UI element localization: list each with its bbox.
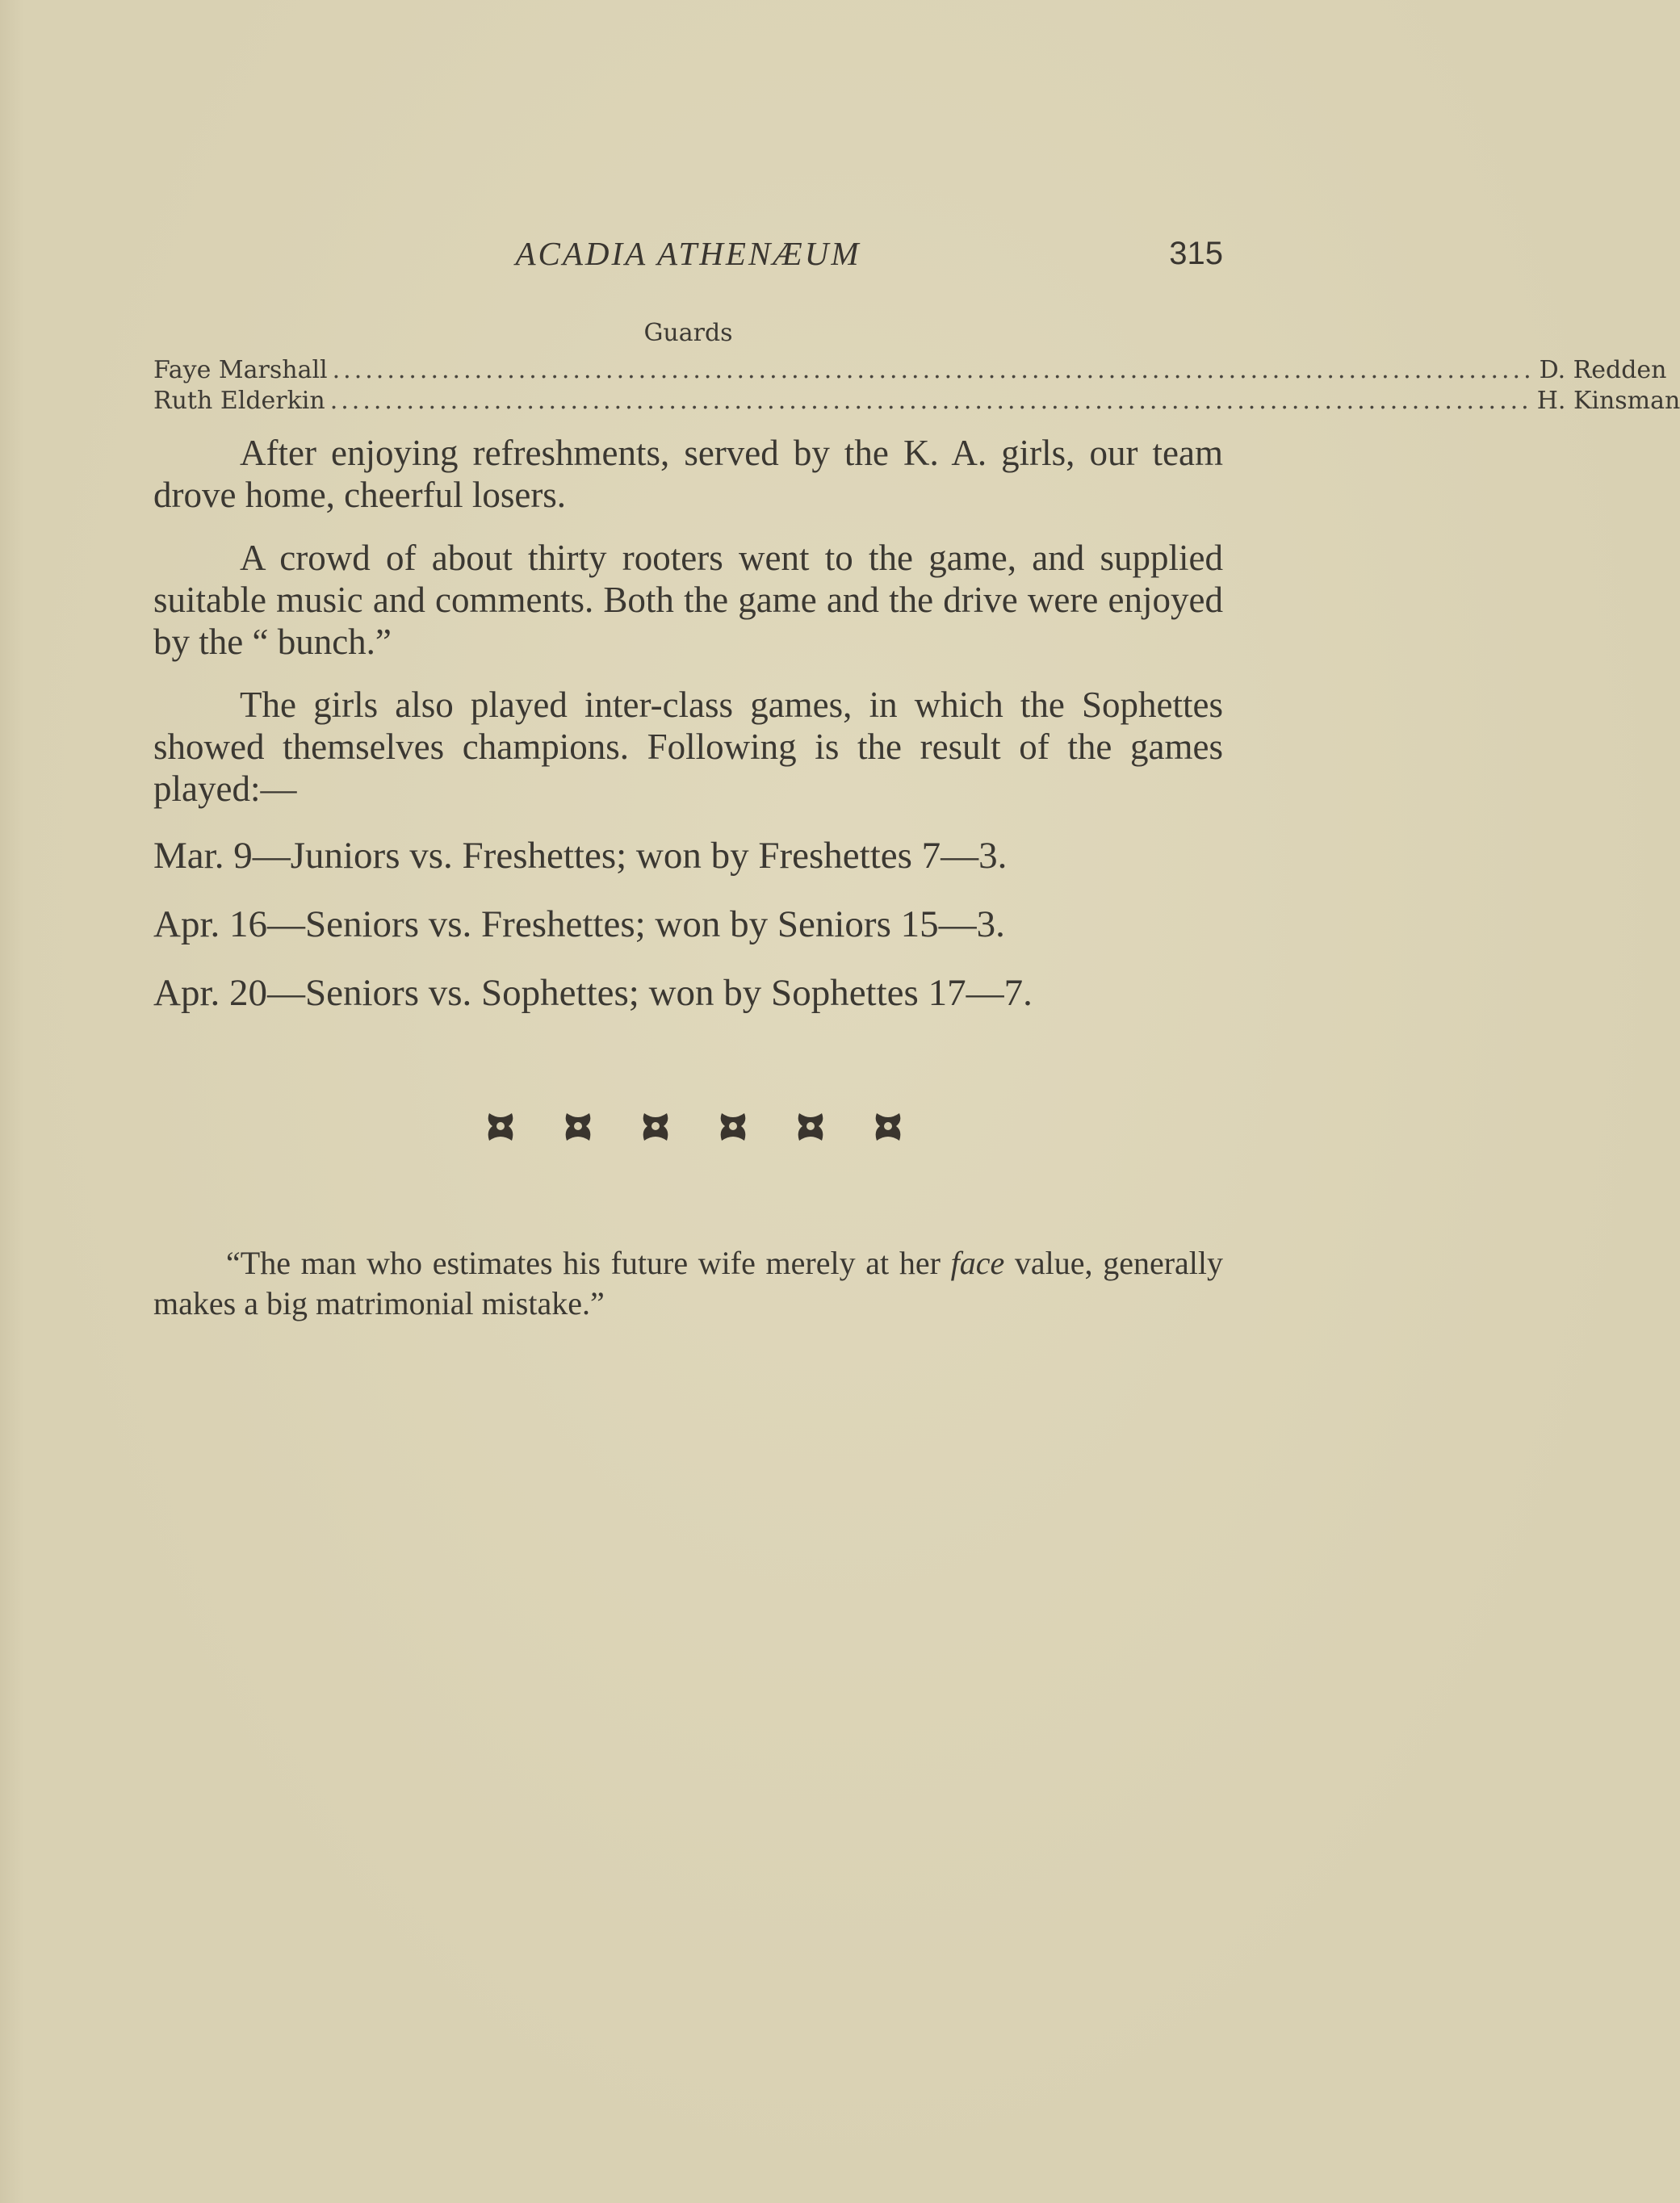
page-header	[153, 234, 1223, 283]
quote-text	[153, 1243, 1223, 1324]
roster-player-right: H. Kinsman	[1536, 387, 1680, 415]
result-line: Mar. 9—Juniors vs. Freshettes; won by Freshettes 7—3.	[153, 835, 1008, 877]
roster-player-left: Ruth Elderkin	[153, 387, 325, 415]
dot-leader: ..............................................................................................................	[329, 387, 1532, 415]
game-results	[153, 831, 1223, 1037]
running-title: ACADIA ATHENÆUM	[515, 235, 861, 272]
quote-text-before: “The man who estimates his future wife merely at her	[226, 1245, 941, 1281]
quote-text-after: value, generally makes a big matrimonial mistake.”	[153, 1245, 1224, 1321]
fleuron-icon	[872, 1110, 904, 1144]
fleuron-icon	[484, 1110, 517, 1144]
roster-player-left: Faye Marshall	[153, 356, 328, 384]
result-line: Apr. 16—Seniors vs. Freshettes; won by Seniors 15—3.	[153, 903, 1005, 945]
paragraph: A crowd of about thirty rooters went to the game, and supplied suitable music and comments. Both the game and the drive were enjoyed by the “ bunch.”	[153, 538, 1223, 662]
roster-player-right: D. Redden	[1539, 356, 1667, 384]
closing-quote	[153, 1243, 1223, 1324]
roster-heading: Guards	[643, 319, 733, 347]
fleuron-icon	[794, 1110, 827, 1144]
dot-leader: ..............................................................................................................	[332, 356, 1535, 384]
fleuron-icon	[639, 1110, 672, 1144]
quote-emphasis: face	[950, 1245, 1005, 1281]
body-text	[153, 432, 1223, 831]
ornament-divider	[0, 1110, 1388, 1144]
result-line: Apr. 20—Seniors vs. Sophettes; won by Sophettes 17—7.	[153, 972, 1033, 1014]
fleuron-icon	[717, 1110, 749, 1144]
page-number: 315	[1169, 236, 1223, 271]
paragraph: The girls also played inter-class games, in which the Sophettes showed themselves champions. Following is the result of the games played:—	[153, 685, 1223, 809]
guards-roster	[153, 319, 1680, 417]
paragraph: After enjoying refreshments, served by the K. A. girls, our team drove home, cheerful losers.	[153, 433, 1223, 515]
roster-row	[153, 355, 1667, 386]
fleuron-icon	[562, 1110, 594, 1144]
roster-row	[153, 386, 1680, 417]
